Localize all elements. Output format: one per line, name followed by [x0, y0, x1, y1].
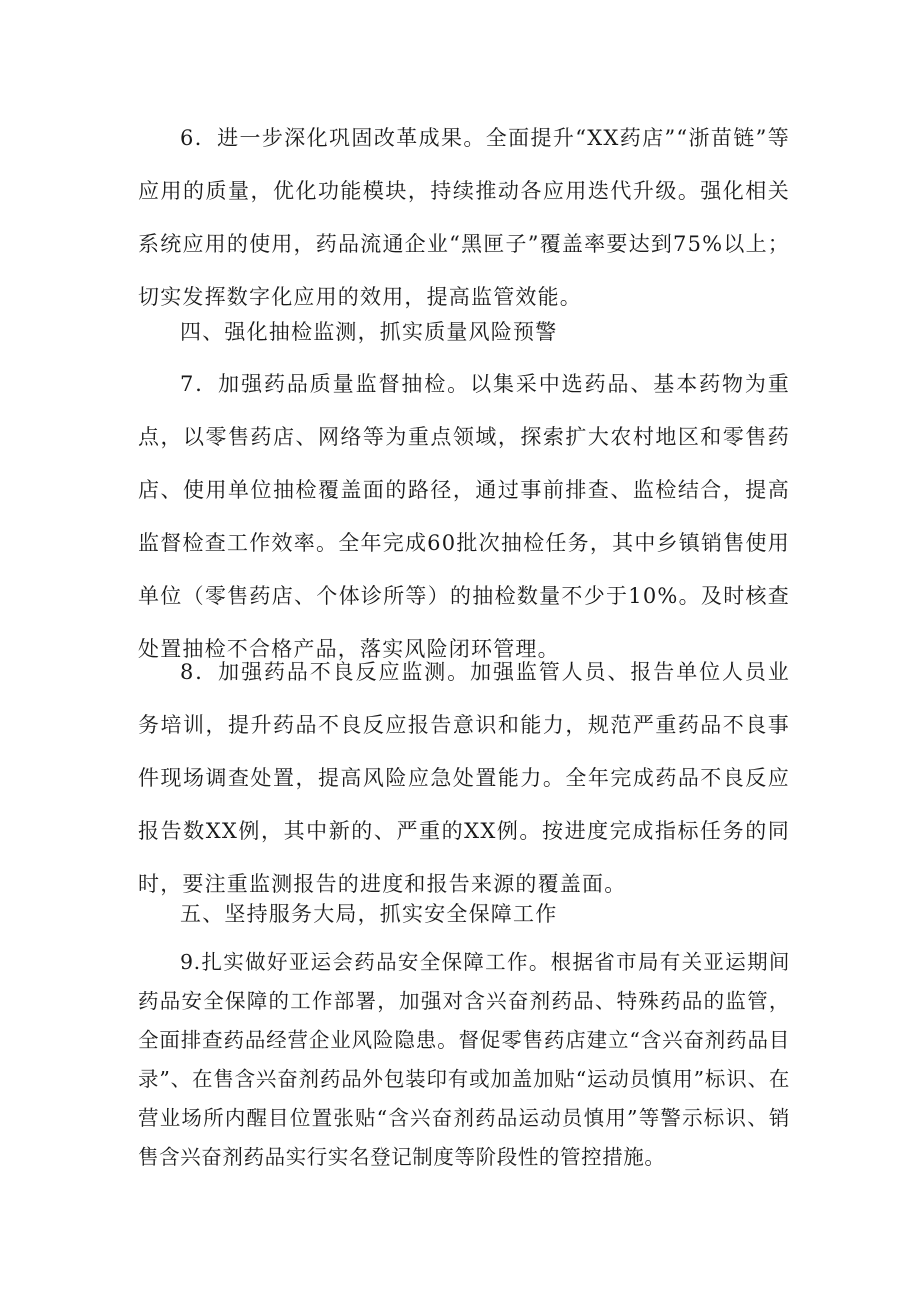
section-heading-5: 五、坚持服务大局，抓实安全保障工作: [180, 902, 558, 926]
paragraph-7: 7．加强药品质量监督抽检。以集采中选药品、基本药物为重点，以零售药店、网络等为重点领域，探索扩大农村地区和零售药店、使用单位抽检覆盖面的路径，通过事前排查、监检结合，提高监督检查工作效率。全年完成60批次抽检任务，其中乡镇销售使用单位（零售药店、个体诊所等）的抽检数量不少于10%。及时核查处置抽检不合格产品，落实风险闭环管理。: [138, 372, 790, 661]
paragraph-9: 9.扎实做好亚运会药品安全保障工作。根据省市局有关亚运期间药品安全保障的工作部署，加强对含兴奋剂药品、特殊药品的监管，全面排查药品经营企业风险隐患。督促零售药店建立“含兴奋剂药品目录”、在售含兴奋剂药品外包装印有或加盖加贴“运动员慎用”标识、在营业场所内醒目位置张贴“含兴奋剂药品运动员慎用”等警示标识、销售含兴奋剂药品实行实名登记制度等阶段性的管控措施。: [138, 950, 790, 1169]
paragraph-8: 8．加强药品不良反应监测。加强监管人员、报告单位人员业务培训，提升药品不良反应报告意识和能力，规范严重药品不良事件现场调查处置，提高风险应急处置能力。全年完成药品不良反应报告数XX例，其中新的、严重的XX例。按进度完成指标任务的同时，要注重监测报告的进度和报告来源的覆盖面。: [138, 660, 790, 896]
paragraph-6: 6．进一步深化巩固改革成果。全面提升“XX药店”“浙苗链”等应用的质量，优化功能模块，持续推动各应用迭代升级。强化相关系统应用的使用，药品流通企业“黑匣子”覆盖率要达到75%以上；切实发挥数字化应用的效用，提高监管效能。: [138, 126, 790, 309]
section-heading-4: 四、强化抽检监测，抓实质量风险预警: [180, 320, 558, 344]
